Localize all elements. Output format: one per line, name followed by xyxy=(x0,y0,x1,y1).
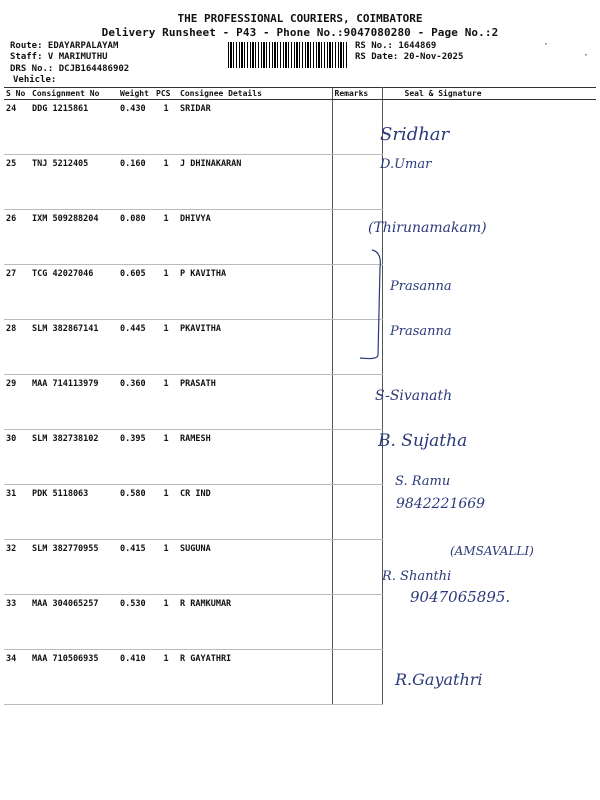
cell-sno: 28 xyxy=(4,320,30,375)
route-label: Route: EDAYARPALAYAM xyxy=(10,41,119,51)
signature-26: (Thirunamakam) xyxy=(368,220,487,236)
cell-consignee: SRIDAR xyxy=(178,100,332,155)
cell-signature xyxy=(382,155,596,210)
cell-sno: 27 xyxy=(4,265,30,320)
cell-pcs: 1 xyxy=(154,265,178,320)
table-row xyxy=(4,375,596,430)
cell-signature xyxy=(382,375,596,430)
cell-consignment: TNJ 5212405 xyxy=(30,155,118,210)
cell-consignee: R GAYATHRI xyxy=(178,650,332,705)
cell-remarks xyxy=(332,540,382,595)
table-header-row xyxy=(4,88,596,100)
cell-remarks xyxy=(332,265,382,320)
signature-34: R.Gayathri xyxy=(395,670,483,689)
cell-remarks xyxy=(332,210,382,265)
company-title: THE PROFESSIONAL COURIERS, COIMBATORE xyxy=(177,12,423,25)
cell-weight: 0.430 xyxy=(118,100,154,155)
cell-sno: 26 xyxy=(4,210,30,265)
cell-remarks xyxy=(332,320,382,375)
table-row xyxy=(4,100,596,155)
cell-weight: 0.395 xyxy=(118,430,154,485)
scan-mark: · xyxy=(543,39,550,50)
cell-consignee: P KAVITHA xyxy=(178,265,332,320)
cell-signature xyxy=(382,540,596,595)
cell-consignment: MAA 714113979 xyxy=(30,375,118,430)
table-row xyxy=(4,485,596,540)
signature-30: B. Sujatha xyxy=(378,431,468,451)
cell-pcs: 1 xyxy=(154,375,178,430)
signature-28: Prasanna xyxy=(390,324,452,339)
col-consignment: Consignment No xyxy=(30,88,118,100)
cell-sno: 30 xyxy=(4,430,30,485)
cell-remarks xyxy=(332,595,382,650)
signature-33: R. Shanthi xyxy=(382,569,452,584)
cell-signature xyxy=(382,595,596,650)
cell-consignee: CR IND xyxy=(178,485,332,540)
cell-remarks xyxy=(332,430,382,485)
vehicle-label: Vehicle: xyxy=(13,75,57,85)
cell-consignment: SLM 382738102 xyxy=(30,430,118,485)
cell-pcs: 1 xyxy=(154,485,178,540)
cell-pcs: 1 xyxy=(154,430,178,485)
cell-remarks xyxy=(332,155,382,210)
table-row xyxy=(4,320,596,375)
cell-pcs: 1 xyxy=(154,320,178,375)
cell-sno: 24 xyxy=(4,100,30,155)
signature-31-phone: 9842221669 xyxy=(396,496,486,512)
col-weight: Weight xyxy=(118,88,154,100)
cell-sno: 25 xyxy=(4,155,30,210)
signature-29: S-Sivanath xyxy=(375,388,453,404)
cell-consignment: SLM 382770955 xyxy=(30,540,118,595)
cell-signature xyxy=(382,100,596,155)
rs-number: RS No.: 1644869 xyxy=(355,41,437,51)
cell-consignee: J DHINAKARAN xyxy=(178,155,332,210)
col-sno: S No xyxy=(4,88,30,100)
cell-consignment: TCG 42027046 xyxy=(30,265,118,320)
cell-remarks xyxy=(332,375,382,430)
cell-weight: 0.410 xyxy=(118,650,154,705)
cell-sno: 29 xyxy=(4,375,30,430)
cell-consignment: IXM 509288204 xyxy=(30,210,118,265)
col-consignee: Consignee Details xyxy=(178,88,332,100)
signature-25: D.Umar xyxy=(380,157,432,172)
cell-pcs: 1 xyxy=(154,155,178,210)
table-row xyxy=(4,265,596,320)
cell-pcs: 1 xyxy=(154,595,178,650)
staff-label: Staff: V MARIMUTHU xyxy=(10,52,108,62)
cell-consignee: RAMESH xyxy=(178,430,332,485)
cell-consignee: PRASATH xyxy=(178,375,332,430)
drs-label: DRS No.: DCJB164486902 xyxy=(10,64,130,74)
signature-31: S. Ramu xyxy=(395,474,451,489)
scan-mark: · xyxy=(583,50,590,61)
cell-weight: 0.605 xyxy=(118,265,154,320)
table-row xyxy=(4,595,596,650)
cell-remarks xyxy=(332,650,382,705)
table-row xyxy=(4,210,596,265)
cell-signature xyxy=(382,320,596,375)
cell-consignment: MAA 710506935 xyxy=(30,650,118,705)
signature-33-phone: 9047065895. xyxy=(410,588,511,606)
cell-consignment: DDG 1215861 xyxy=(30,100,118,155)
cell-sno: 33 xyxy=(4,595,30,650)
cell-pcs: 1 xyxy=(154,540,178,595)
cell-signature xyxy=(382,210,596,265)
col-pcs: PCS xyxy=(154,88,178,100)
cell-weight: 0.080 xyxy=(118,210,154,265)
cell-sno: 34 xyxy=(4,650,30,705)
col-remarks: Remarks xyxy=(332,88,382,100)
cell-weight: 0.530 xyxy=(118,595,154,650)
table-row xyxy=(4,540,596,595)
signature-24: Sridhar xyxy=(380,124,450,145)
cell-signature xyxy=(382,485,596,540)
table-row xyxy=(4,650,596,705)
cell-consignment: MAA 304065257 xyxy=(30,595,118,650)
signature-32: (AMSAVALLI) xyxy=(450,544,534,558)
cell-pcs: 1 xyxy=(154,210,178,265)
cell-weight: 0.445 xyxy=(118,320,154,375)
cell-weight: 0.415 xyxy=(118,540,154,595)
cell-consignment: PDK 5118063 xyxy=(30,485,118,540)
cell-remarks xyxy=(332,100,382,155)
cell-sno: 31 xyxy=(4,485,30,540)
runsheet-subtitle: Delivery Runsheet - P43 - Phone No.:9047080280 - Page No.:2 xyxy=(101,26,499,39)
cell-remarks xyxy=(332,485,382,540)
table-row xyxy=(4,155,596,210)
cell-sno: 32 xyxy=(4,540,30,595)
cell-consignee: DHIVYA xyxy=(178,210,332,265)
cell-pcs: 1 xyxy=(154,100,178,155)
cell-signature xyxy=(382,265,596,320)
cell-weight: 0.580 xyxy=(118,485,154,540)
signature-27: Prasanna xyxy=(390,279,452,294)
rs-date: RS Date: 20-Nov-2025 xyxy=(355,52,464,62)
cell-consignment: SLM 382867141 xyxy=(30,320,118,375)
cell-signature xyxy=(382,650,596,705)
runsheet-table xyxy=(4,87,596,705)
cell-pcs: 1 xyxy=(154,650,178,705)
cell-weight: 0.160 xyxy=(118,155,154,210)
col-signature: Seal & Signature xyxy=(382,88,596,100)
cell-signature xyxy=(382,430,596,485)
cell-weight: 0.360 xyxy=(118,375,154,430)
cell-consignee: SUGUNA xyxy=(178,540,332,595)
barcode-image xyxy=(228,42,348,68)
cell-consignee: R RAMKUMAR xyxy=(178,595,332,650)
table-row xyxy=(4,430,596,485)
cell-consignee: PKAVITHA xyxy=(178,320,332,375)
